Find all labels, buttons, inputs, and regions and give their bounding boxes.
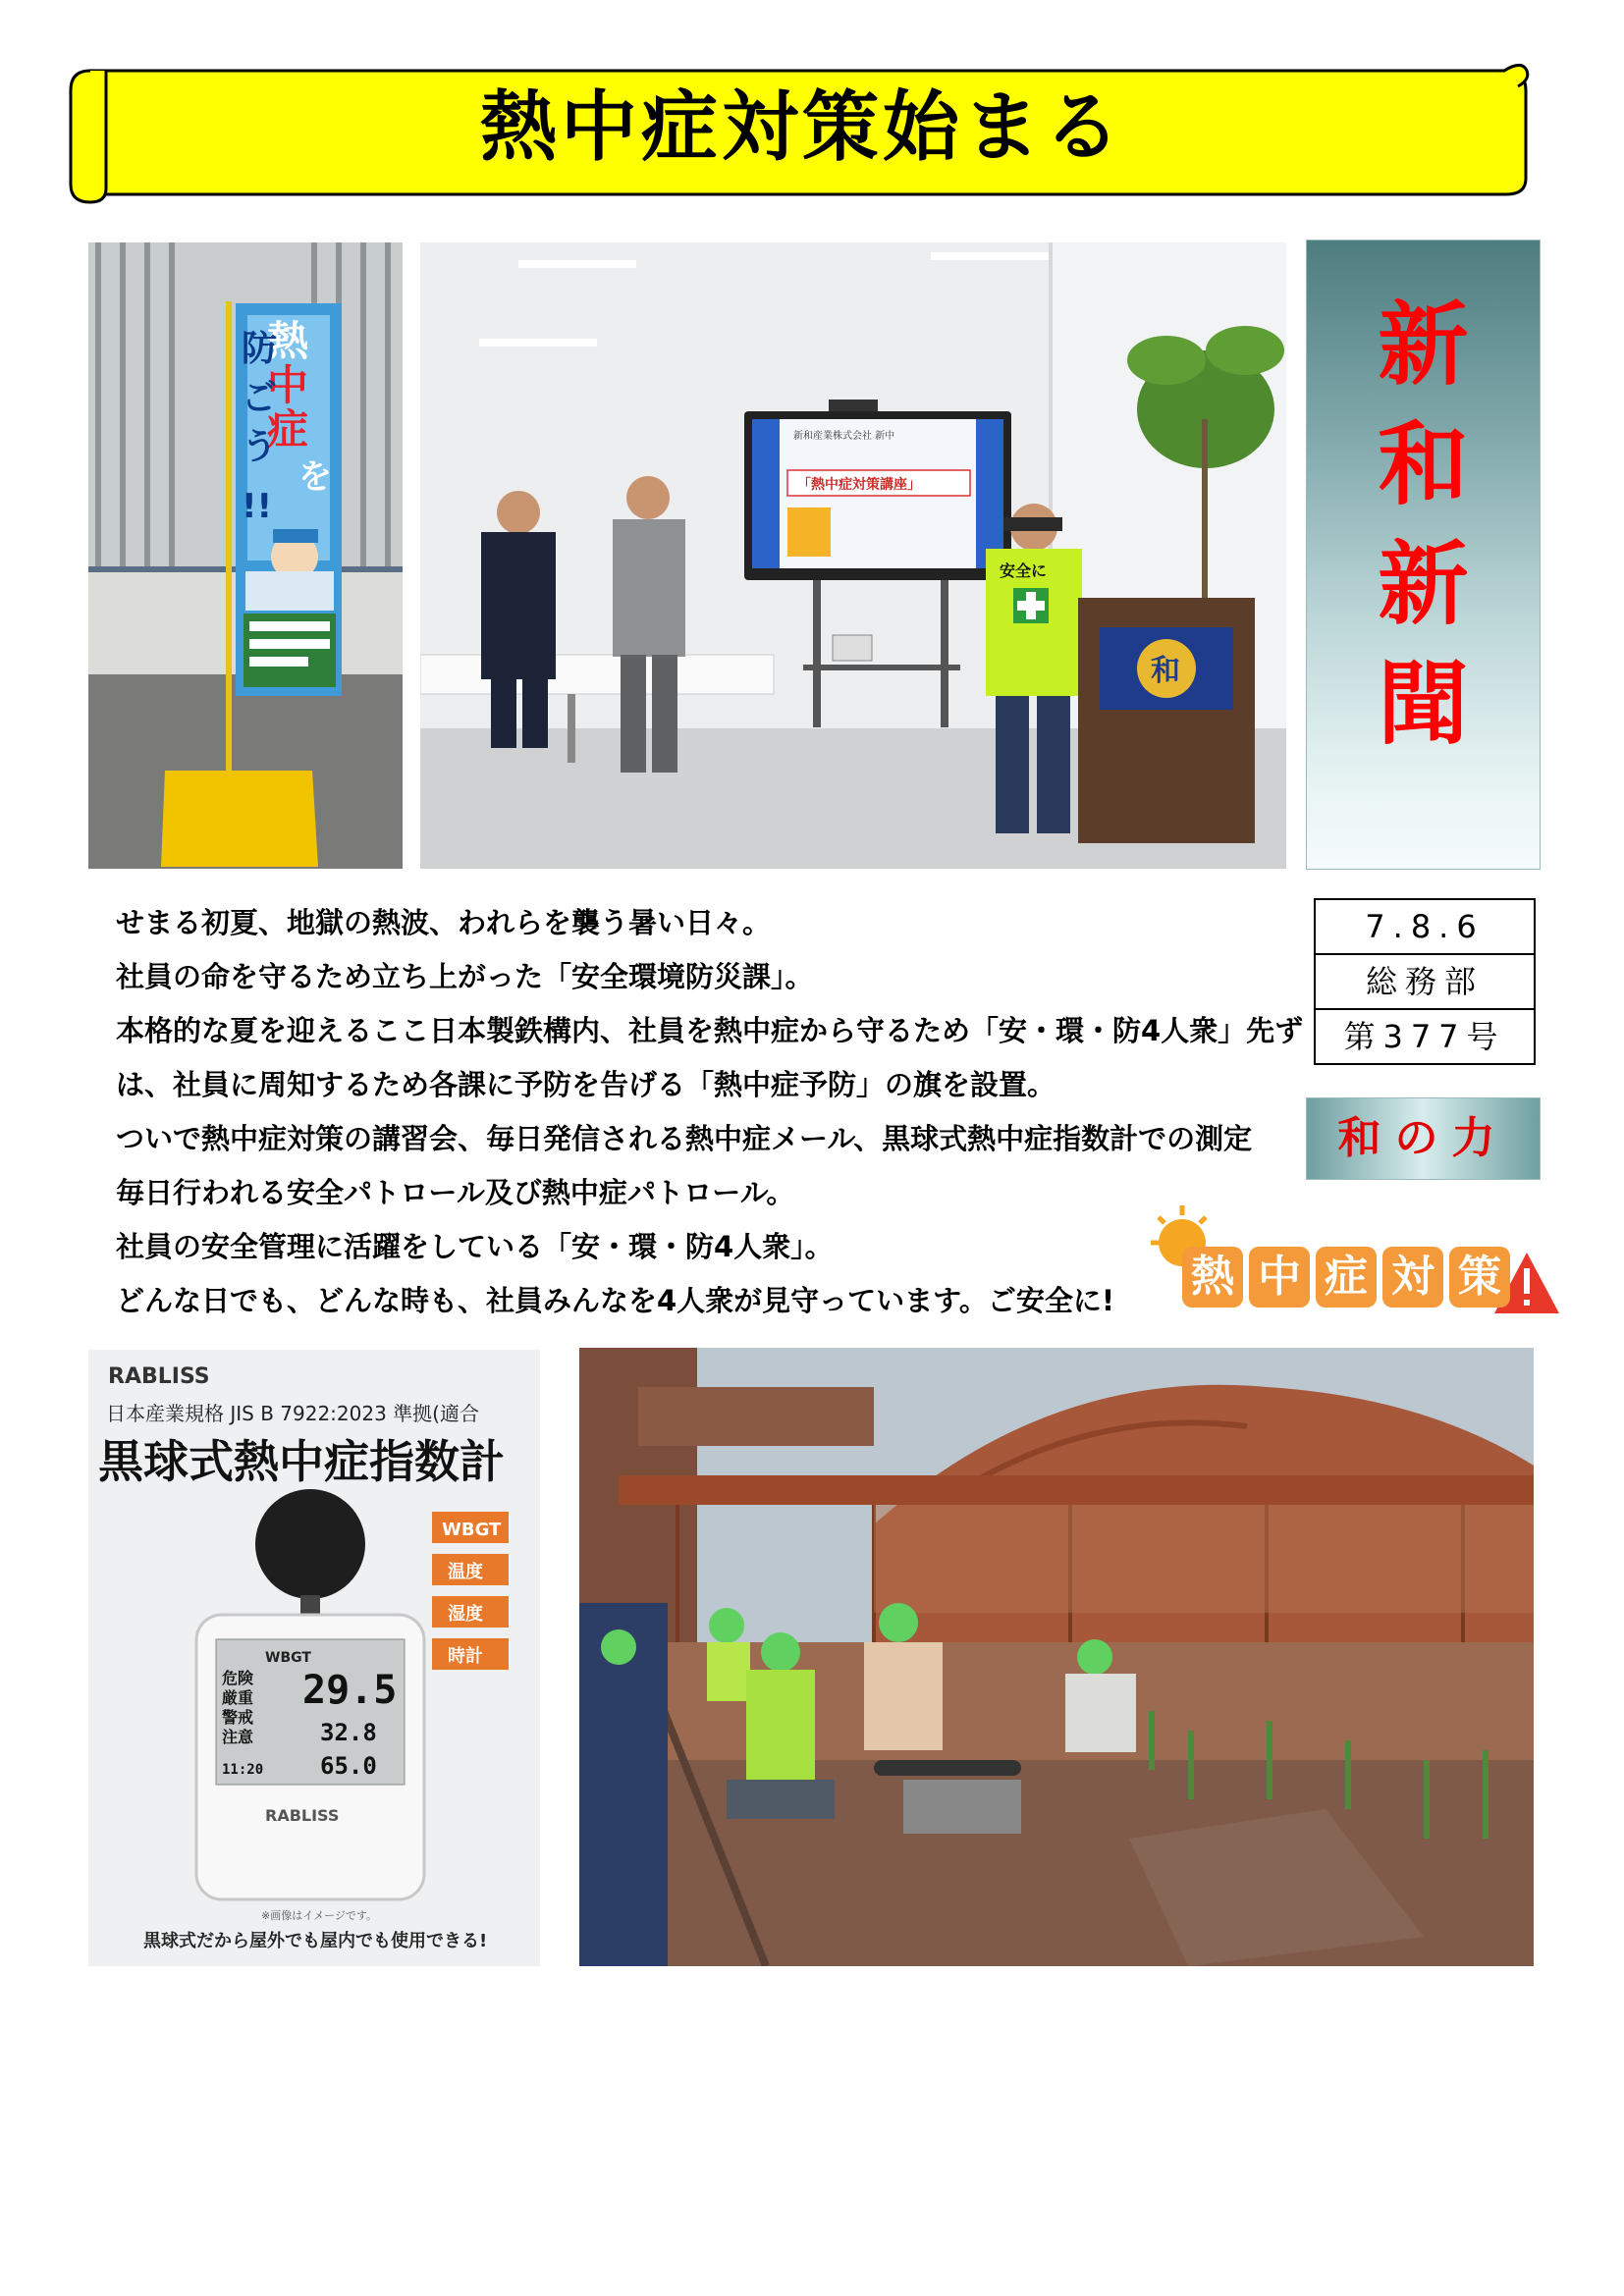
meter-tag: 湿度 [448, 1604, 483, 1625]
temp-readout: 32.8 [320, 1719, 377, 1746]
level-text: 危険 [222, 1669, 254, 1687]
level-text: 注意 [222, 1728, 254, 1746]
meter-caption: 黒球式だから屋外でも屋内でも使用できる! [143, 1931, 488, 1951]
meter-brand: RABLISS [108, 1364, 210, 1389]
meter-product-name: 黒球式熱中症指数計 [98, 1435, 505, 1488]
meter-tag: 時計 [448, 1646, 483, 1667]
article-line: は、社員に周知するため各課に予防を告げる「熱中症予防」の旗を設置。 [116, 1068, 1056, 1101]
flag-char: 熱 [267, 317, 309, 365]
level-text: 厳重 [222, 1688, 254, 1707]
flag-char: 中 [267, 361, 309, 409]
page-title: 熱中症対策始まる [479, 83, 1124, 172]
heat-logo-char: 症 [1316, 1247, 1377, 1308]
issue-date: 7.8.6 [1316, 900, 1534, 955]
flag-char: !! [242, 487, 273, 526]
flag-char: 防 [242, 329, 278, 369]
article-line: 毎日行われる安全パトロール及び熱中症パトロール。 [116, 1176, 795, 1209]
flag-char: を [298, 457, 332, 497]
meter-tag: WBGT [442, 1520, 502, 1540]
article-line: せまる初夏、地獄の熱波、われらを襲う暑い日々。 [116, 906, 772, 939]
article-line: 社員の命を守るため立ち上がった「安全環境防災課」。 [116, 960, 814, 993]
issue-department: 総務部 [1316, 955, 1534, 1010]
meter-footnote: ※画像はイメージです。 [261, 1909, 378, 1922]
photo-wbgt-meter [88, 1350, 540, 1966]
issue-info-box [1314, 898, 1536, 1065]
masthead-char: 和 [1378, 411, 1469, 517]
article-body [116, 896, 1304, 1328]
humidity-readout: 65.0 [320, 1752, 377, 1780]
screen-title: 「熱中症対策講座」 [797, 477, 921, 493]
title-banner [61, 57, 1534, 204]
issue-number: 第377号 [1343, 1018, 1506, 1055]
wbgt-readout: 29.5 [302, 1668, 398, 1713]
flag-char: う [242, 427, 278, 467]
heat-logo-char: 熱 [1182, 1247, 1243, 1308]
heat-logo-char: 策 [1449, 1247, 1510, 1308]
photo-safety-patrol [579, 1348, 1534, 1966]
article-line: 本格的な夏を迎えるここ日本製鉄構内、社員を熱中症から守るため「安・環・防4人衆」先ず [116, 1014, 1304, 1047]
meter-standard: 日本産業規格 JIS B 7922:2023 準拠(適合 [106, 1402, 479, 1425]
heat-logo-char: 中 [1249, 1247, 1310, 1308]
masthead-char: 新 [1378, 292, 1469, 398]
flag-char: ご [242, 378, 278, 418]
masthead-char: 新 [1378, 531, 1469, 637]
wa-no-chikara-badge: 和の力 [1306, 1097, 1541, 1180]
heat-logo-char: 対 [1382, 1247, 1443, 1308]
photo-heatstroke-flag [88, 242, 403, 869]
masthead [1306, 240, 1541, 870]
heatstroke-logo [1147, 1203, 1559, 1321]
masthead-char: 聞 [1378, 651, 1469, 757]
display-label: WBGT [265, 1650, 311, 1666]
time-readout: 11:20 [222, 1762, 264, 1778]
vest-text: 安全に [1000, 561, 1048, 580]
article-line: どんな日でも、どんな時も、社員みんなを4人衆が見守っています。ご安全に! [116, 1284, 1115, 1317]
podium-logo: 和 [1151, 654, 1180, 688]
meter-tag: 温度 [448, 1562, 483, 1582]
screen-company: 新和産業株式会社 新中 [793, 431, 895, 442]
article-line: 社員の安全管理に活躍をしている「安・環・防4人衆」。 [116, 1230, 834, 1263]
flag-char: 症 [267, 405, 309, 454]
article-line: ついで熱中症対策の講習会、毎日発信される熱中症メール、黒球式熱中症指数計での測定 [116, 1122, 1253, 1155]
photo-seminar [420, 242, 1286, 869]
device-brand: RABLISS [265, 1806, 340, 1825]
level-text: 警戒 [222, 1708, 254, 1727]
